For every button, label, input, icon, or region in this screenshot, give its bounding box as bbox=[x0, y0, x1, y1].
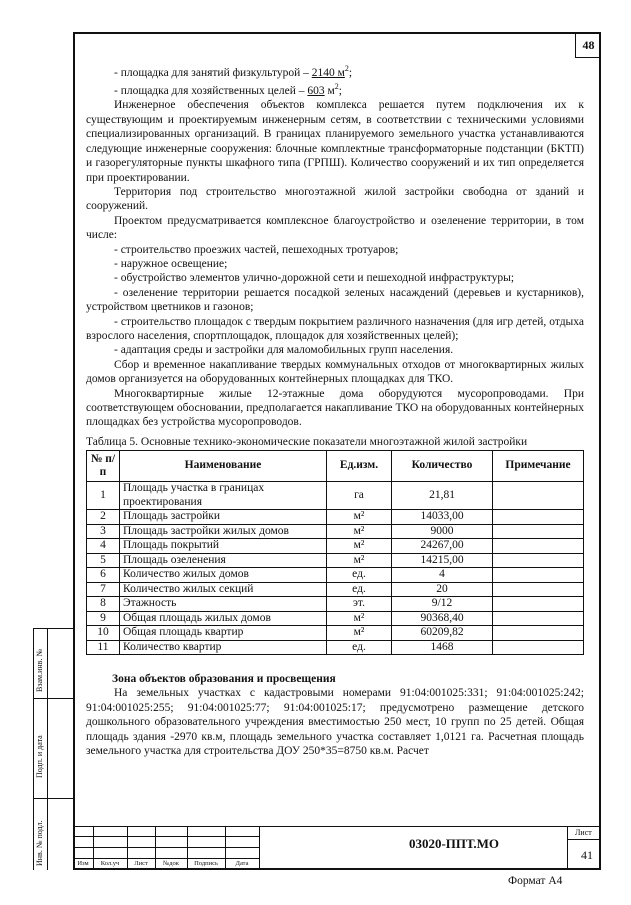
sidebar-label-inv-original: Инв. № подл. bbox=[35, 820, 44, 866]
cell-num: 9 bbox=[87, 611, 120, 626]
cell-num: 3 bbox=[87, 524, 120, 539]
cell-unit: м² bbox=[327, 510, 392, 525]
header-unit: Ед.изм. bbox=[327, 451, 392, 482]
paragraph: Многоквартирные жилые 12-этажные дома оборудуются мусоропроводами. При соответствующем обосновании, предполагается накапливание ТКО на оборудованных контейнерных площадках без устройства мусоропроводов. bbox=[86, 387, 584, 429]
table-row bbox=[87, 611, 584, 626]
cell-qty: 9000 bbox=[392, 524, 493, 539]
education-zone-section bbox=[86, 672, 584, 758]
header-name: Наименование bbox=[120, 451, 327, 482]
cell-num: 7 bbox=[87, 582, 120, 597]
cell-num: 8 bbox=[87, 597, 120, 612]
stamp-col-ndoc: №док bbox=[163, 860, 179, 867]
header-qty: Количество bbox=[392, 451, 493, 482]
paragraph: - наружное освещение; bbox=[114, 257, 228, 270]
stamp-col-list: Лист bbox=[134, 860, 148, 867]
table-row bbox=[87, 524, 584, 539]
paragraph: Инженерное обеспечения объектов комплекса решается путем подключения их к существующим и проектируемым инженерным сетям, в соответствии с техническими условиями специализированных организаций. В границах планируемого земельного участка устанавливаются следующие инженерные сооружения: блочные комплектные трансформаторные подстанции (БКТП) и газорегуляторные пункты шкафного типа (ГРПШ). Количество сооружений и их тип определяется при проектировании. bbox=[86, 99, 584, 184]
cell-qty: 4 bbox=[392, 568, 493, 583]
cell-unit: м² bbox=[327, 539, 392, 554]
cell-unit: ед. bbox=[327, 640, 392, 655]
cell-unit: м² bbox=[327, 524, 392, 539]
indicators-table bbox=[86, 450, 584, 655]
cell-num: 4 bbox=[87, 539, 120, 554]
header-note: Примечание bbox=[493, 451, 584, 482]
cell-note bbox=[493, 640, 584, 655]
table-row bbox=[87, 582, 584, 597]
cell-note bbox=[493, 553, 584, 568]
paragraph: - адаптация среды и застройки для маломобильных групп населения. bbox=[114, 344, 454, 357]
cell-name: Этажность bbox=[120, 597, 327, 612]
cell-name: Количество жилых домов bbox=[120, 568, 327, 583]
paragraph: - площадка для занятий физкультурой – 2140 $м^2$; bbox=[114, 64, 353, 79]
table-row bbox=[87, 553, 584, 568]
paragraph: - озеленение территории решается посадкой зеленых насаждений (деревьев и кустарников), устройством цветников и газонов; bbox=[86, 286, 584, 314]
cell-note bbox=[493, 539, 584, 554]
table-row bbox=[87, 640, 584, 655]
cell-num: 2 bbox=[87, 510, 120, 525]
cell-num: 11 bbox=[87, 640, 120, 655]
cell-unit: ед. bbox=[327, 582, 392, 597]
cell-num: 5 bbox=[87, 553, 120, 568]
body-text bbox=[86, 62, 584, 430]
table-row bbox=[87, 626, 584, 641]
sidebar-label-sign-date: Подп. и дата bbox=[35, 735, 44, 778]
cell-unit: ед. bbox=[327, 568, 392, 583]
cell-note bbox=[493, 524, 584, 539]
cell-qty: 14033,00 bbox=[392, 510, 493, 525]
cell-qty: 14215,00 bbox=[392, 553, 493, 568]
cell-qty: 1468 bbox=[392, 640, 493, 655]
paragraph: - обустройство элементов улично-дорожной сети и пешеходной инфраструктуры; bbox=[114, 272, 515, 285]
cell-note bbox=[493, 582, 584, 597]
table-row bbox=[87, 539, 584, 554]
paper-format: Формат А4 bbox=[508, 875, 563, 887]
cell-num: 6 bbox=[87, 568, 120, 583]
table-caption: Таблица 5. Основные технико-экономические показатели многоэтажной жилой застройки bbox=[86, 436, 528, 448]
table-row bbox=[87, 597, 584, 612]
cell-unit: га bbox=[327, 482, 392, 510]
stamp-col-izm: Изм bbox=[77, 860, 89, 867]
header-num: № п/п bbox=[87, 451, 120, 482]
cell-name: Площадь участка в границах проектирования bbox=[120, 482, 327, 510]
paragraph: Проектом предусматривается комплексное благоустройство и озеленение территории, в том числе: bbox=[86, 214, 584, 242]
paragraph: Сбор и временное накапливание твердых коммунальных отходов от многоквартирных жилых домов организуется на оборудованных контейнерных площадках для ТКО. bbox=[86, 358, 584, 386]
top-page-number: 48 bbox=[575, 34, 601, 58]
cell-name: Общая площадь квартир bbox=[120, 626, 327, 641]
cell-note bbox=[493, 611, 584, 626]
stamp-col-date: Дата bbox=[235, 860, 249, 867]
table-row bbox=[87, 482, 584, 510]
section-text: На земельных участках с кадастровыми номерами 91:04:001025:331; 91:04:001025:242; 91:04:001025:255; 91:04:001025:77; 91:04:001025:17; предусмотрено размещение детского дошкольного образовательного учреждения вместимостью 250 мест, 10 групп по 25 детей. Общая площадь здания -2970 кв.м, площадь земельного участка составляет 1,0121 га. Расчетная площадь земельного участка для строительства ДОУ 250*35=8750 кв.м. Расчет bbox=[86, 687, 584, 758]
paragraph: - строительство площадок с твердым покрытием различного назначения (для игр детей, отдыха взрослого населения, спортплощадок, площадок для хозяйственных целей); bbox=[86, 315, 584, 342]
cell-name: Количество жилых секций bbox=[120, 582, 327, 597]
sheet-number: 41 bbox=[581, 848, 593, 862]
paragraph: - строительство проезжих частей, пешеходных тротуаров; bbox=[114, 243, 399, 256]
binding-sidebar bbox=[33, 628, 73, 870]
cell-note bbox=[493, 510, 584, 525]
section-heading: Зона объектов образования и просвещения bbox=[112, 673, 336, 685]
title-block bbox=[73, 826, 601, 870]
paragraph: Территория под строительство многоэтажной жилой застройки свободна от зданий и сооружений. bbox=[86, 185, 584, 213]
cell-qty: 90368,40 bbox=[392, 611, 493, 626]
paragraph: - площадка для хозяйственных целей – 603 $м^2$; bbox=[114, 82, 342, 98]
cell-name: Количество квартир bbox=[120, 640, 327, 655]
document-code: 03020-ППТ.МО bbox=[408, 836, 500, 851]
cell-qty: 21,81 bbox=[392, 482, 493, 510]
sheet-label: Лист bbox=[575, 828, 592, 837]
cell-name: Площадь озеленения bbox=[120, 553, 327, 568]
cell-name: Площадь застройки жилых домов bbox=[120, 524, 327, 539]
cell-note bbox=[493, 482, 584, 510]
cell-unit: м² bbox=[327, 553, 392, 568]
cell-num: 1 bbox=[87, 482, 120, 510]
stamp-col-sign: Подпись bbox=[194, 860, 218, 867]
cell-unit: эт. bbox=[327, 597, 392, 612]
table-row bbox=[87, 568, 584, 583]
cell-unit: м² bbox=[327, 626, 392, 641]
cell-name: Площадь покрытий bbox=[120, 539, 327, 554]
cell-unit: м² bbox=[327, 611, 392, 626]
cell-num: 10 bbox=[87, 626, 120, 641]
cell-qty: 20 bbox=[392, 582, 493, 597]
sidebar-label-replace-inv: Взам.инв. № bbox=[35, 648, 44, 692]
cell-name: Площадь застройки bbox=[120, 510, 327, 525]
cell-name: Общая площадь жилых домов bbox=[120, 611, 327, 626]
cell-qty: 24267,00 bbox=[392, 539, 493, 554]
cell-qty: 60209,82 bbox=[392, 626, 493, 641]
table-row bbox=[87, 510, 584, 525]
cell-note bbox=[493, 597, 584, 612]
cell-note bbox=[493, 568, 584, 583]
stamp-col-koluch: Кол.уч bbox=[100, 860, 120, 867]
cell-note bbox=[493, 626, 584, 641]
cell-qty: 9/12 bbox=[392, 597, 493, 612]
